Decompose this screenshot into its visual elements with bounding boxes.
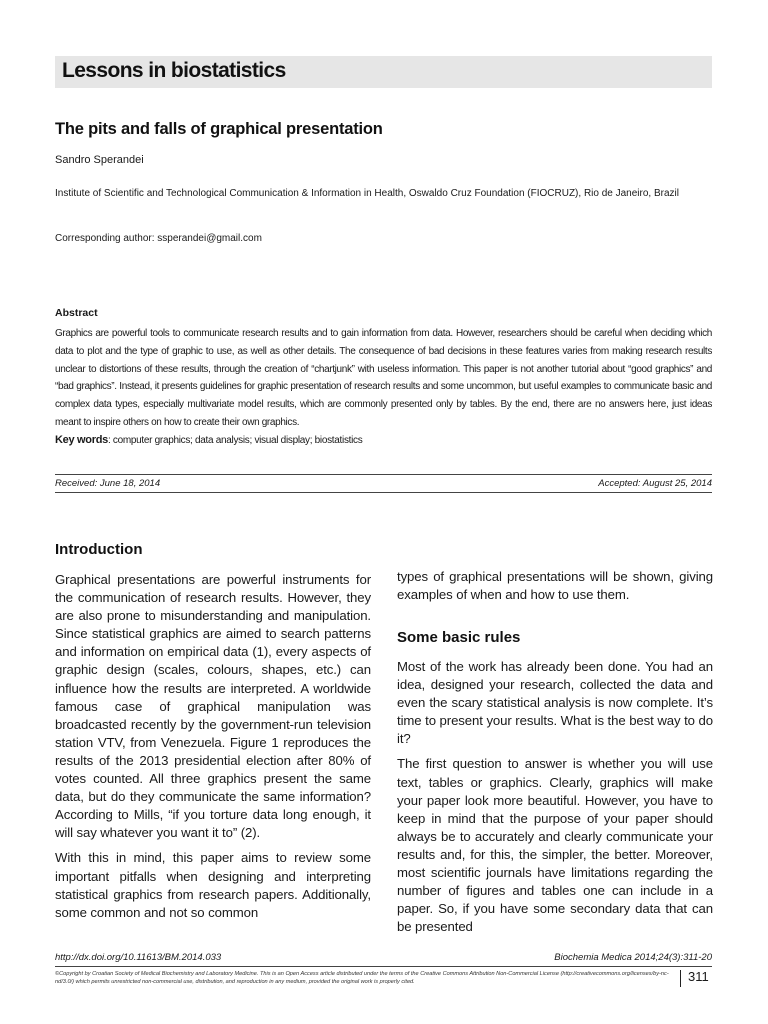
abstract-text: Graphics are powerful tools to communicate research results and to gain information from data. However, researchers should be careful when deciding which data to plot and the type of graphic to use, as well as other details. The consequence of bad decisions in these features varies from making research results unclear to distortions of these results, through the creation of “chartjunk” with useless information. This paper is not another tutorial about “good graphics” and “bad graphics”. Instead, it presents guidelines for graphic presentation of research results and some uncommon, but useful examples to communicate basic and complex data types, especially multivariate model results, which are commonly presented only by tables. By the end, there are no answers here, just ideas meant to inspire others on how to create their own graphics. (55, 328, 712, 428)
paragraph: types of graphical presentations will be shown, giving examples of when and how to use them. (397, 569, 713, 603)
right-column-top (397, 568, 713, 611)
divider (55, 966, 712, 967)
article-title: The pits and falls of graphical presentation (55, 120, 383, 138)
page-number-bar (680, 970, 681, 987)
corresponding-author: Corresponding author: ssperandei@gmail.com (55, 233, 262, 244)
author-name: Sandro Sperandei (55, 154, 144, 166)
accepted-date: Accepted: August 25, 2014 (598, 478, 712, 489)
paragraph: Graphical presentations are powerful instruments for the communication of research results. However, they are also prone to misunderstanding and manipulation. Since statistical graphics are aimed to search patterns and information on empirical data (1), every aspects of graphic design (scales, colours, shapes, etc.) can influence how the results are interpreted. A worldwide famous case of graphical manipulation was broadcasted recently by the government-run television station VTV, from Venezuela. Figure 1 reproduces the results of the 2013 presidential election after 80% of votes counted. All three graphics present the same data, but do they communicate the same information? According to Mills, “if you torture data long enough, it will say whatever you want it to” (2). (55, 572, 371, 841)
author-affiliation: Institute of Scientific and Technological Communication & Information in Health, Oswaldo Cruz Foundation (FIOCRUZ), Rio de Janeiro, Brazil (55, 188, 679, 199)
abstract-heading: Abstract (55, 307, 98, 319)
page-number: 311 (688, 969, 709, 984)
section-banner (55, 56, 712, 88)
paragraph: With this in mind, this paper aims to review some important pitfalls when designing and interpreting statistical graphics from research papers. Additionally, some common and not so common (55, 850, 371, 920)
introduction-heading: Introduction (55, 541, 143, 558)
journal-citation: Biochemia Medica 2014;24(3):311-20 (554, 952, 712, 963)
paragraph: The first question to answer is whether you will use text, tables or graphics. Clearly, graphics will make your paper look more beautiful. However, you have to keep in mind that the purpose of your paper should always be to accurately and clearly communicate your results and, for this, the simpler, the better. Moreover, most scientific journals have limitations regarding the number of figures and tables one can include in a paper. So, if you have some secondary data that can be presented (397, 756, 713, 935)
left-column (55, 571, 371, 929)
right-column (397, 658, 713, 943)
basic-rules-heading: Some basic rules (397, 629, 521, 646)
doi-link[interactable]: http://dx.doi.org/10.11613/BM.2014.033 (55, 952, 222, 963)
keywords (55, 434, 362, 446)
divider (55, 474, 712, 475)
copyright-notice: ©Copyright by Croatian Society of Medical Biochemistry and Laboratory Medicine. This is an Open Access article distributed under the terms of the Creative Commons Attribution Non-Commercial License (http://creativecommons.org/licenses/by-nc-nd/3.0/) which permits unrestricted non-commercial use, distribution, and reproduction in any medium, provided the original work is properly cited. (55, 971, 669, 985)
received-date: Received: June 18, 2014 (55, 478, 161, 489)
keywords-label: Key words (55, 434, 108, 446)
keywords-list: : computer graphics; data analysis; visual display; biostatistics (107, 435, 363, 446)
paragraph: Most of the work has already been done. You had an idea, designed your research, collected the data and even the scary statistical analysis is now complete. It’s time to present your results. What is the best way to do it? (397, 659, 713, 747)
divider (55, 492, 712, 493)
section-title: Lessons in biostatistics (62, 59, 286, 82)
